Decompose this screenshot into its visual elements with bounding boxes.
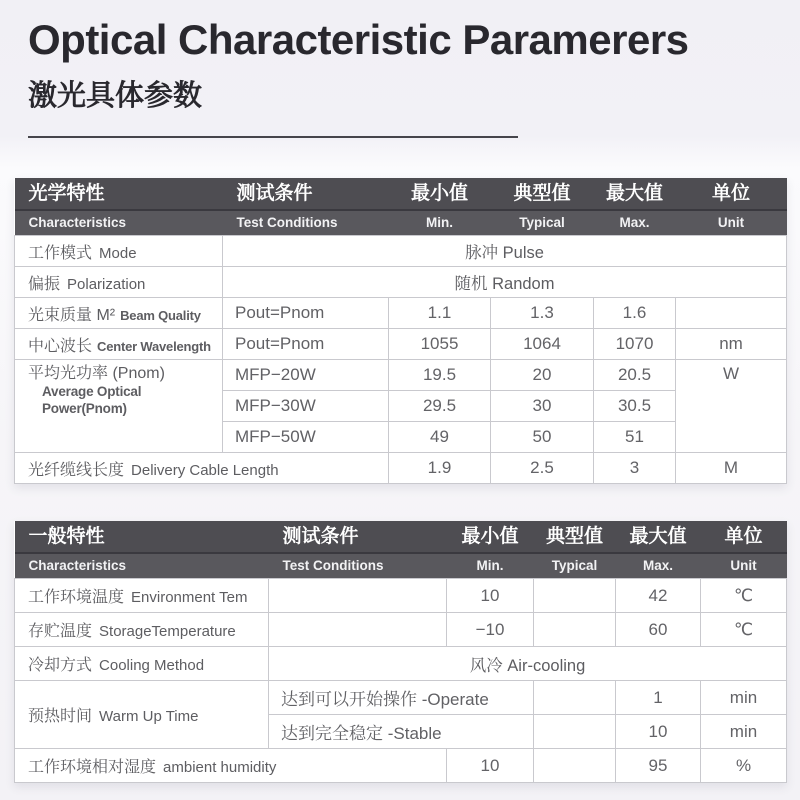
max-value: 10 <box>616 715 701 749</box>
label-zh: 工作模式 <box>28 244 93 262</box>
row-label <box>15 236 223 267</box>
unit-value: min <box>701 681 787 715</box>
label-en-line2: Power(Pnom) <box>42 400 127 416</box>
table-row-warmup-operate <box>15 681 787 715</box>
header-zh: 一般特性 <box>15 521 269 554</box>
max-value: 42 <box>616 579 701 613</box>
label-en: Mode <box>99 244 137 262</box>
test-condition: MFP−50W <box>223 422 389 453</box>
label-en: Delivery Cable Length <box>131 461 279 479</box>
row-label <box>15 613 269 647</box>
test-condition: MFP−20W <box>223 360 389 391</box>
header-zh: 单位 <box>676 178 787 211</box>
unit-value: M <box>676 453 787 484</box>
max-value: 1 <box>616 681 701 715</box>
test-condition: Pout=Pnom <box>223 298 389 329</box>
max-value: 3 <box>594 453 676 484</box>
table-row-center-wavelength <box>15 329 787 360</box>
label-zh: 工作环境温度 <box>28 589 125 607</box>
header-zh: 典型值 <box>491 178 594 211</box>
row-label <box>15 681 269 749</box>
label-en: Cooling Method <box>99 657 205 675</box>
header-en: Test Conditions <box>223 211 389 235</box>
min-value: 1.1 <box>389 298 491 329</box>
table-row-environment-temp <box>15 579 787 613</box>
header-zh: 最大值 <box>594 178 676 211</box>
header-zh: 光学特性 <box>15 178 223 211</box>
header-zh: 最小值 <box>389 178 491 211</box>
table-row-cooling <box>15 647 787 681</box>
header-en: Max. <box>594 211 676 235</box>
typical-value <box>534 749 616 783</box>
min-value: 1055 <box>389 329 491 360</box>
table-row-polarization <box>15 267 787 298</box>
max-value: 60 <box>616 613 701 647</box>
row-label <box>15 749 447 783</box>
title-divider <box>28 136 518 138</box>
label-zh: 存贮温度 <box>28 623 93 641</box>
label-zh: 偏振 <box>28 275 61 293</box>
label-en: Beam Quality <box>120 307 201 323</box>
header-en: Characteristics <box>15 554 269 578</box>
header-zh: 典型值 <box>534 521 616 554</box>
unit-value: nm <box>676 329 787 360</box>
row-label <box>15 579 269 613</box>
min-value: −10 <box>447 613 534 647</box>
label-zh: 平均光功率 (Pnom) <box>28 365 165 383</box>
table2-header-typical <box>534 521 616 579</box>
label-zh: 中心波长 <box>28 337 93 355</box>
typical-value <box>534 715 616 749</box>
header-zh: 测试条件 <box>223 178 389 211</box>
min-value: 49 <box>389 422 491 453</box>
label-en: Warm Up Time <box>99 708 199 726</box>
unit-value <box>676 298 787 329</box>
label-zh: 工作环境相对湿度 <box>28 759 157 777</box>
table-row-avg-power-20w <box>15 360 787 391</box>
min-value: 10 <box>447 579 534 613</box>
table-row-delivery-cable <box>15 453 787 484</box>
row-label <box>15 267 223 298</box>
row-label <box>15 453 389 484</box>
page-title: Optical Characteristic Paramerers <box>28 16 689 63</box>
optical-characteristics-table <box>14 178 787 484</box>
test-condition: Pout=Pnom <box>223 329 389 360</box>
row-label <box>15 647 269 681</box>
table-row-beam-quality <box>15 298 787 329</box>
table1-header-typical <box>491 178 594 236</box>
header-en: Typical <box>491 211 594 235</box>
table2-header-test-conditions <box>269 521 447 579</box>
typical-value <box>534 579 616 613</box>
test-condition: 达到可以开始操作 -Operate <box>269 681 534 715</box>
cooling-value: 风冷 Air-cooling <box>269 647 787 681</box>
max-value: 95 <box>616 749 701 783</box>
min-value: 19.5 <box>389 360 491 391</box>
min-value: 1.9 <box>389 453 491 484</box>
label-en: Polarization <box>67 275 146 293</box>
label-zh: 光束质量 M² <box>28 306 116 324</box>
table2-header-min <box>447 521 534 579</box>
label-zh: 预热时间 <box>28 708 93 726</box>
max-value: 1070 <box>594 329 676 360</box>
label-en: Environment Tem <box>131 589 248 607</box>
max-value: 30.5 <box>594 391 676 422</box>
header-en: Min. <box>447 554 534 578</box>
table-row-storage-temp <box>15 613 787 647</box>
table-row-humidity <box>15 749 787 783</box>
mode-value: 脉冲 Pulse <box>223 236 787 267</box>
label-en-line1: Average Optical <box>42 384 142 400</box>
row-label <box>15 360 223 453</box>
min-value: 10 <box>447 749 534 783</box>
unit-value: min <box>701 715 787 749</box>
header-en: Min. <box>389 211 491 235</box>
header-en: Unit <box>701 554 787 578</box>
header-en: Max. <box>616 554 701 578</box>
general-characteristics-table <box>14 521 787 783</box>
typical-value: 20 <box>491 360 594 391</box>
table1-header-test-conditions <box>223 178 389 236</box>
table2-header-max <box>616 521 701 579</box>
table1-header-min <box>389 178 491 236</box>
polarization-value: 随机 Random <box>223 267 787 298</box>
max-value: 1.6 <box>594 298 676 329</box>
unit-value: W <box>676 360 787 453</box>
label-zh: 光纤缆线长度 <box>28 461 125 479</box>
header-en: Typical <box>534 554 616 578</box>
header-en: Test Conditions <box>269 554 447 578</box>
table1-header-unit <box>676 178 787 236</box>
min-value: 29.5 <box>389 391 491 422</box>
table1-header-characteristics <box>15 178 223 236</box>
table2-header-unit <box>701 521 787 579</box>
typical-value: 50 <box>491 422 594 453</box>
test-condition: MFP−30W <box>223 391 389 422</box>
table1-header-row <box>15 178 787 236</box>
typical-value: 2.5 <box>491 453 594 484</box>
header-zh: 单位 <box>701 521 787 554</box>
table2-header-characteristics <box>15 521 269 579</box>
typical-value: 1064 <box>491 329 594 360</box>
test-condition <box>269 613 447 647</box>
header-zh: 测试条件 <box>269 521 447 554</box>
header-zh: 最大值 <box>616 521 701 554</box>
unit-value: ℃ <box>701 579 787 613</box>
page-subtitle: 激光具体参数 <box>28 80 203 113</box>
typical-value <box>534 681 616 715</box>
typical-value: 1.3 <box>491 298 594 329</box>
test-condition: 达到完全稳定 -Stable <box>269 715 534 749</box>
max-value: 20.5 <box>594 360 676 391</box>
test-condition <box>269 579 447 613</box>
row-label <box>15 329 223 360</box>
header-en: Unit <box>676 211 787 235</box>
row-label <box>15 298 223 329</box>
header-zh: 最小值 <box>447 521 534 554</box>
label-en: ambient humidity <box>163 759 277 777</box>
label-en: Center Wavelength <box>97 338 211 354</box>
max-value: 51 <box>594 422 676 453</box>
typical-value: 30 <box>491 391 594 422</box>
table-row-mode <box>15 236 787 267</box>
label-zh: 冷却方式 <box>28 657 93 675</box>
header-en: Characteristics <box>15 211 223 235</box>
unit-value: % <box>701 749 787 783</box>
table1-header-max <box>594 178 676 236</box>
typical-value <box>534 613 616 647</box>
unit-value: ℃ <box>701 613 787 647</box>
table2-header-row <box>15 521 787 579</box>
label-en: StorageTemperature <box>99 623 236 641</box>
